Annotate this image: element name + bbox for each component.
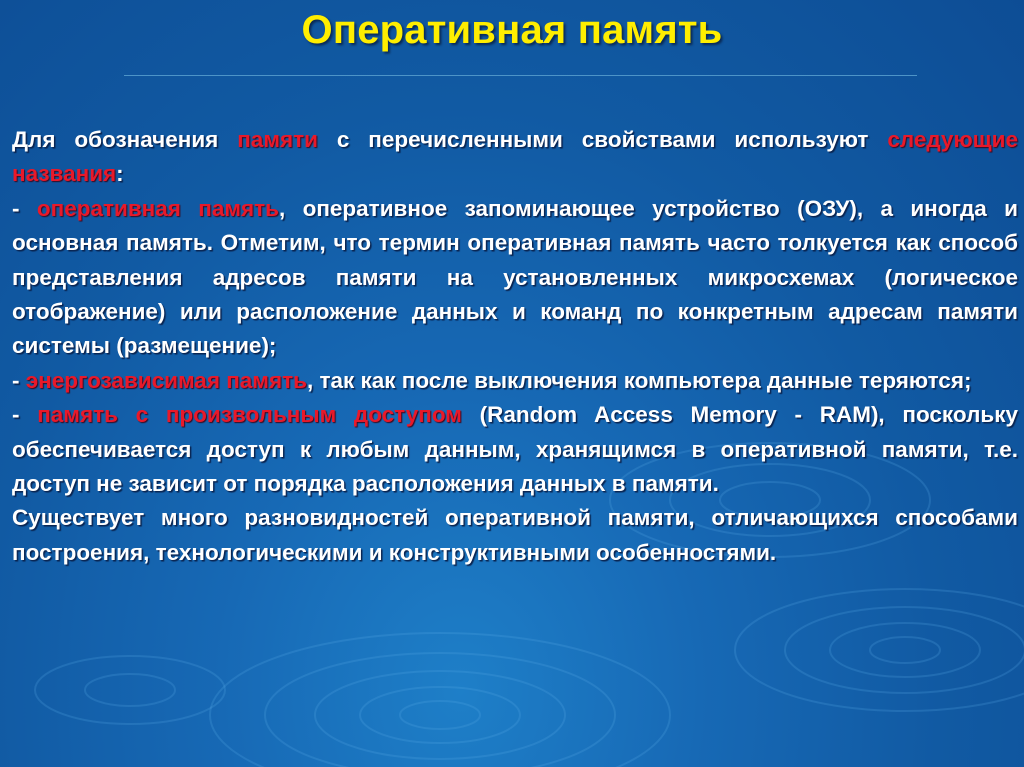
bullet-dash: - — [12, 195, 37, 221]
paragraph-intro — [12, 123, 1018, 192]
conclusion-text: Существует много разновидностей оперативной памяти, отличающихся способами построения, технологическими и конструктивными особенностями. — [12, 505, 1018, 565]
paragraph-random-access-memory — [12, 398, 1018, 501]
intro-text-1: Для обозначения — [12, 127, 238, 152]
highlight-operative-memory: оперативная память — [36, 195, 279, 221]
highlight-volatile-memory: энергозависимая память — [25, 367, 307, 393]
highlight-following-names: следующие названия — [12, 127, 1018, 187]
intro-text-3: : — [116, 161, 124, 187]
highlight-memory: памяти — [237, 127, 318, 152]
paragraph-conclusion — [12, 501, 1018, 570]
bullet-dash: - — [12, 402, 38, 428]
highlight-random-access-memory: память с произвольным доступом — [37, 402, 462, 428]
slide-body — [12, 123, 1018, 570]
bullet-dash: - — [12, 367, 26, 393]
intro-text-2: с перечисленными свойствами используют — [317, 127, 888, 152]
random-access-memory-text: (Random Access Memory - RAM), поскольку обеспечивается доступ к любым данным, хранящимся в оперативной памяти, т.е. доступ не зависит от порядка расположения данных в памяти. — [12, 402, 1018, 497]
paragraph-operative-memory — [12, 192, 1018, 364]
operative-memory-text: , оперативное запоминающее устройство (ОЗУ), а иногда и основная память. Отметим, что термин оперативная память часто толкуется как способ представления адресов памяти на установленных микросхемах (логическое отображение) или расположение данных и команд по конкретным адресам памяти системы (размещение); — [12, 195, 1018, 359]
volatile-memory-text: , так как после выключения компьютера данные теряются; — [306, 367, 972, 393]
slide-title: Оперативная память — [301, 8, 723, 52]
title-divider — [124, 75, 917, 76]
paragraph-volatile-memory — [12, 364, 1018, 398]
